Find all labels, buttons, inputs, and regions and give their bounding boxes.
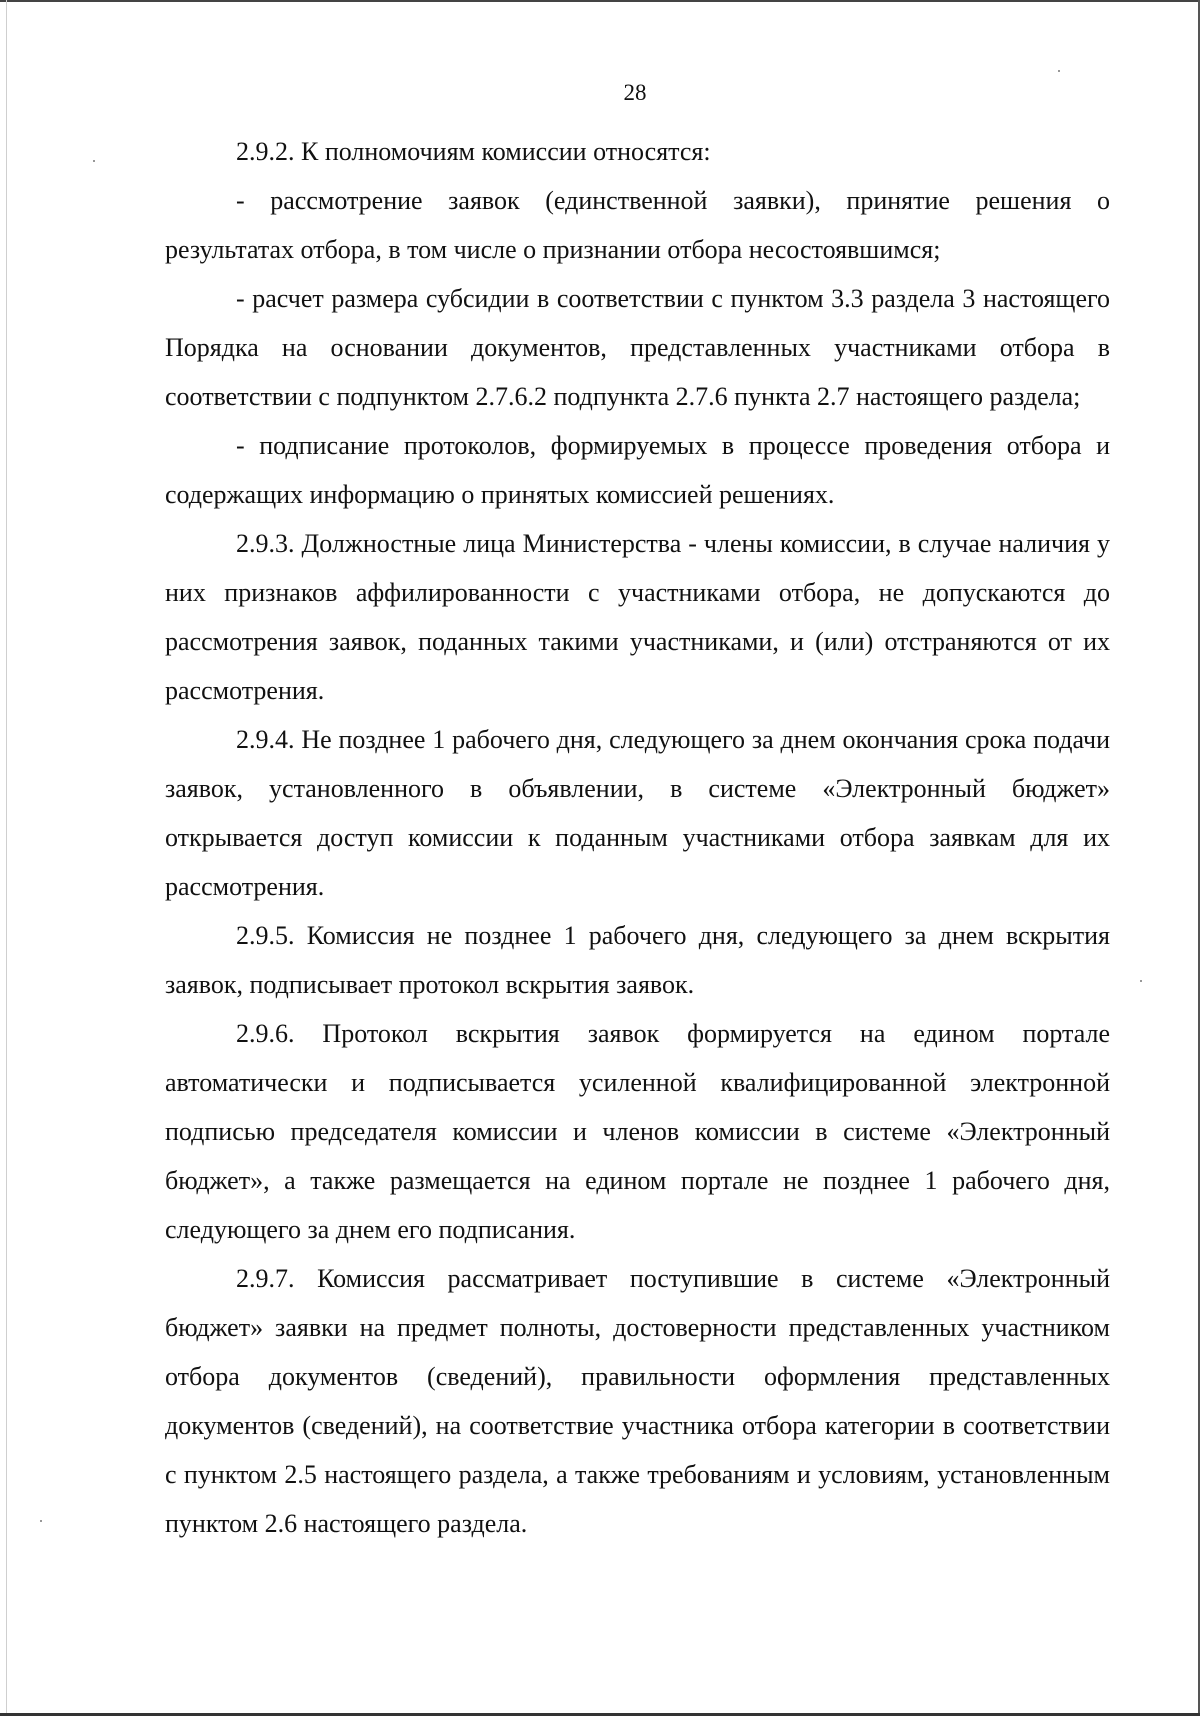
paragraph-list-item-subsidy-calc: - расчет размера субсидии в соответствии с пунктом 3.3 раздела 3 настоящего Порядка на основании документов, представленных участниками отбора в соответствии с подпунктом 2.7.6.2 подпункта 2.7.6 пункта 2.7 настоящего раздела; [165,284,1110,411]
paragraph-2-9-4: 2.9.4. Не позднее 1 рабочего дня, следующего за днем окончания срока подачи заявок, установленного в объявлении, в системе «Электронный бюджет» открывается доступ комиссии к поданным участниками отбора заявкам для их рассмотрения. [165,725,1110,901]
paragraph-2-9-5: 2.9.5. Комиссия не позднее 1 рабочего дня, следующего за днем вскрытия заявок, подписывает протокол вскрытия заявок. [165,921,1110,999]
scan-speck [1140,980,1142,982]
paragraph-2-9-3: 2.9.3. Должностные лица Министерства - члены комиссии, в случае наличия у них признаков аффилированности с участниками отбора, не допускаются до рассмотрения заявок, поданных такими участниками, и (или) отстраняются от их рассмотрения. [165,529,1110,705]
scan-edge-top [0,0,1200,2]
page-number: 28 [623,80,647,105]
scan-edge-left [6,0,7,1716]
paragraph-2-9-7: 2.9.7. Комиссия рассматривает поступившие в системе «Электронный бюджет» заявки на предмет полноты, достоверности представленных участником отбора документов (сведений), правильности оформления представленных документов (сведений), на соответствие участника отбора категории в соответствии с пунктом 2.5 настоящего раздела, а также требованиям и условиям, установленным пунктом 2.6 настоящего раздела. [165,1264,1110,1538]
scan-speck [1058,70,1060,72]
paragraph-list-item-review: - рассмотрение заявок (единственной заявки), принятие решения о результатах отбора, в том числе о признании отбора несостоявшимся; [165,186,1110,264]
scan-speck [93,160,95,162]
paragraph-2-9-2-heading: 2.9.2. К полномочиям комиссии относятся: [236,137,711,166]
document-body [165,127,1110,1548]
scan-speck [40,1520,42,1522]
paragraph-list-item-signing: - подписание протоколов, формируемых в процессе проведения отбора и содержащих информацию о принятых комиссией решениях. [165,431,1110,509]
paragraph-2-9-6: 2.9.6. Протокол вскрытия заявок формируется на едином портале автоматически и подписывается усиленной квалифицированной электронной подписью председателя комиссии и членов комиссии в системе «Электронный бюджет», а также размещается на едином портале не позднее 1 рабочего дня, следующего за днем его подписания. [165,1019,1110,1244]
